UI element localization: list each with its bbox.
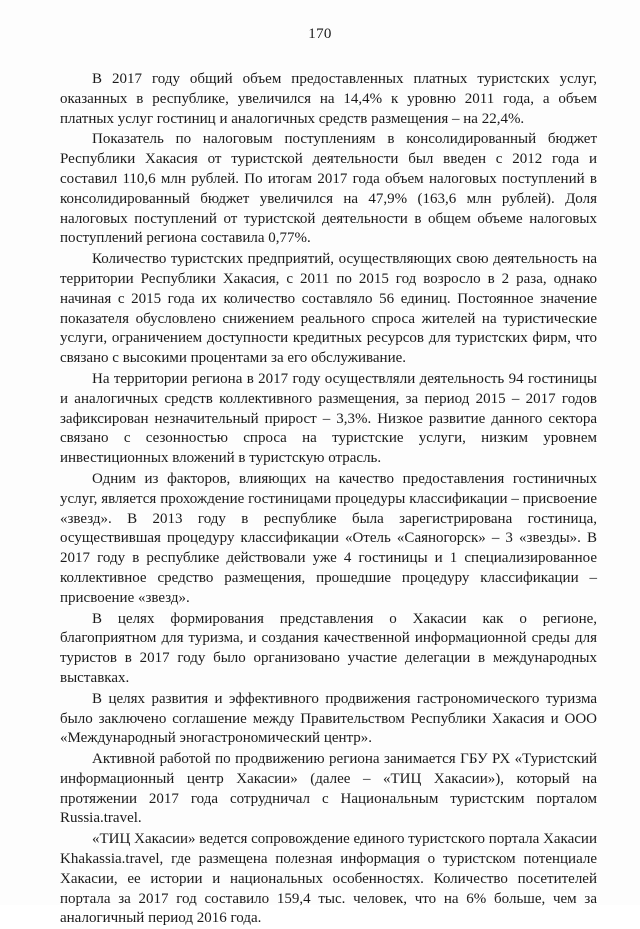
paragraph-tourist-services-volume: В 2017 году общий объем предоставленных платных туристских услуг, оказанных в республике, увеличился на 14,4% к уровню 2011 года, а объем платных услуг гостиниц и аналогичных средств размещения – на 22,4%. — [60, 71, 597, 127]
body-text — [60, 70, 597, 929]
paragraph-gastronomic-tourism: В целях развития и эффективного продвижения гастрономического туризма было заключено соглашение между Правительством Республики Хакасия и ООО «Международный эногастрономический центр». — [60, 690, 597, 747]
paragraph-hotel-classification: Одним из факторов, влияющих на качество предоставления гостиничных услуг, является прохождение гостиницами процедуры классификации – присвоение «звезд». В 2013 году в республике была зарегистрирована гостиница, осуществившая процедуру классификации «Отель «Саяногорск» – 3 «звезды». В 2017 году в республике действовали уже 4 гостиницы и 1 специализированное коллективное средство размещения, прошедшие процедуру классификации – присвоение «звезд». — [60, 470, 597, 606]
page-number: 170 — [308, 26, 332, 42]
paragraph-tax-revenues: Показатель по налоговым поступлениям в консолидированный бюджет Республики Хакасия от туристской деятельности был введен с 2012 года и составил 110,6 млн рублей. По итогам 2017 года объем налоговых поступлений в консолидированный бюджет увеличился на 47,9% (163,6 млн рублей). Доля налоговых поступлений от туристской деятельности в общем объеме налоговых поступлений региона составила 0,77%. — [60, 131, 597, 247]
paragraph-tourist-info-center: Активной работой по продвижению региона занимается ГБУ РХ «Туристский информационный центр Хакасии» (далее – «ТИЦ Хакасии»), который на протяжении 2017 года сотрудничал с Национальным туристским порталом Russia.travel. — [60, 751, 597, 827]
paragraph-tourist-enterprises: Количество туристских предприятий, осуществляющих свою деятельность на территории Республики Хакасия, с 2011 по 2015 год возросло в 2 раза, однако начиная с 2015 года их количество составляло 56 единиц. Постоянное значение показателя обусловлено снижением реального спроса жителей на туристические услуги, ограничением доступности кредитных ресурсов для туристских фирм, что связано с высокими процентами за его обслуживание. — [60, 251, 597, 367]
paragraph-tourist-portal: «ТИЦ Хакасии» ведется сопровождение единого туристского портала Хакасии Khakassia.travel, где размещена полезная информация о туристском потенциале Хакасии, ее истории и национальных особенностях. Количество посетителей портала за 2017 год составило 159,4 тыс. человек, что на 6% больше, чем за аналогичный период 2016 года. — [60, 831, 597, 927]
paragraph-exhibitions: В целях формирования представления о Хакасии как о регионе, благоприятном для туризма, и создания качественной информационной среды для туристов в 2017 году было организовано участие делегации в международных выставках. — [60, 610, 597, 686]
paragraph-hotels-count: На территории региона в 2017 году осуществляли деятельность 94 гостиницы и аналогичных средств коллективного размещения, за период 2015 – 2017 годов зафиксирован незначительный прирост – 3,3%. Низкое развитие данного сектора связано с сезонностью спроса на туристские услуги, низким уровнем инвестиционных вложений в туристскую отрасль. — [60, 370, 597, 467]
